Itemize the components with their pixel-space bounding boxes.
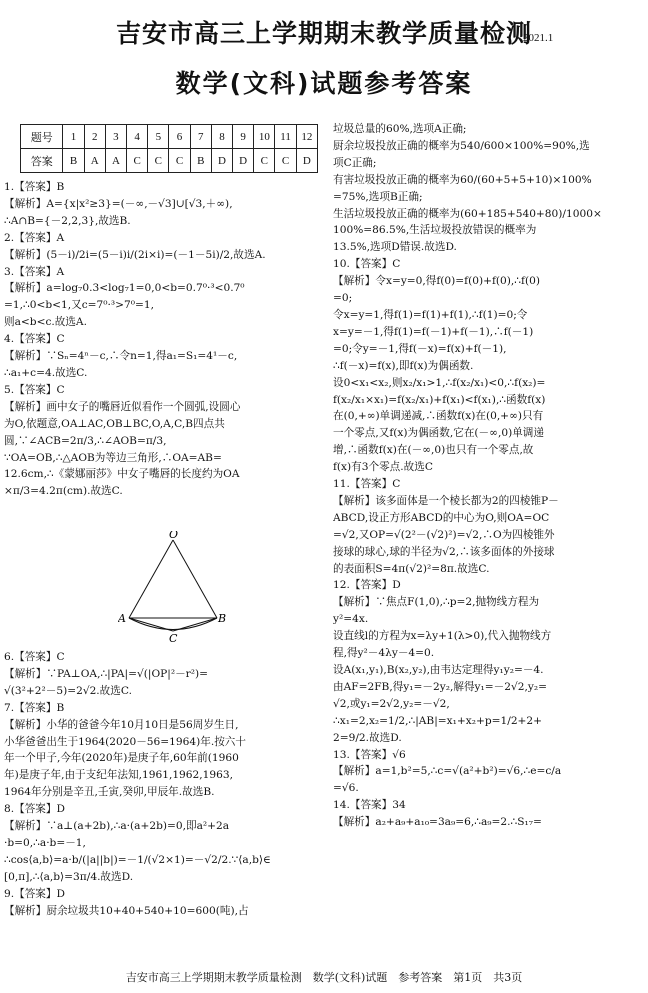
solution-line: 【解析】(5－i)/2i=(5－i)i/(2i×i)=(－1－5i)/2,故选A. — [4, 248, 266, 261]
answer-cell: B — [190, 149, 211, 173]
solution-line: ∴a₁+c=4.故选C. — [4, 366, 88, 379]
solution-line: 为O,依题意,OA⊥AC,OB⊥BC,O,A,C,B四点共 — [4, 417, 225, 430]
solution-line: =1,∴0<b<1,又c=7⁰·³>7⁰=1, — [4, 299, 154, 312]
page-subtitle: 数学(文科)试题参考答案 — [175, 69, 473, 98]
solution-line: 5.【答案】C — [4, 383, 65, 396]
solution-line: x=y=－1,得f(1)=f(－1)+f(－1),∴f(－1) — [333, 325, 534, 338]
row-label-answer: 答案 — [21, 149, 63, 173]
answer-cell: D — [211, 149, 232, 173]
row-label-number: 题号 — [21, 125, 63, 149]
solution-line: 8.【答案】D — [4, 803, 65, 816]
solution-line: ×π/3=4.2π(cm).故选C. — [4, 485, 123, 498]
solution-line: 13.5%,选项D错误.故选D. — [333, 241, 457, 254]
solution-line: 2.【答案】A — [4, 231, 65, 244]
solution-line: 的表面积S=4π(√2)²=8π.故选C. — [333, 562, 490, 575]
solution-line: 生活垃圾投放正确的概率为(60+185+540+80)/1000× — [333, 207, 602, 220]
solution-line: 【解析】a=log₇0.3<log₇1=0,0<b=0.7⁰·³<0.7⁰ — [4, 282, 245, 295]
solution-line: y²=4x. — [333, 613, 369, 626]
solution-line: 【解析】令x=y=0,得f(0)=f(0)+f(0),∴f(0) — [333, 275, 540, 288]
solution-line: 年)是庚子年,由于支纪年法知,1961,1962,1963, — [4, 769, 233, 782]
answer-cell: A — [84, 149, 105, 173]
solution-line: ∴cos⟨a,b⟩=a·b/(|a||b|)=－1/(√2×1)=－√2/2.∵⟨a,b⟩∈ — [4, 853, 271, 866]
question-number: 12 — [296, 125, 317, 149]
solution-line: ∴A∩B={－2,2,3},故选B. — [4, 214, 131, 227]
answer-table-number-row — [21, 125, 318, 149]
solution-line: 令x=y=1,得f(1)=f(1)+f(1),∴f(1)=0;令 — [333, 308, 528, 321]
solution-line: 12.【答案】D — [333, 579, 401, 592]
question-number: 4 — [127, 125, 148, 149]
solution-line: 小华爸爸出生于1964(2020－56=1964)年.按六十 — [4, 735, 246, 748]
solution-line: 圆,∵∠ACB=2π/3,∴∠AOB=π/3, — [4, 434, 167, 447]
solution-line: 1964年分别是辛丑,壬寅,癸卯,甲辰年.故选B. — [4, 786, 215, 799]
point-C-label: C — [169, 632, 178, 643]
solution-line: 【解析】∵Sₙ=4ⁿ－c,∴令n=1,得a₁=S₁=4¹－c, — [4, 350, 238, 363]
solution-line: f(x)有3个零点.故选C — [333, 461, 433, 474]
question-number: 7 — [190, 125, 211, 149]
question-number: 11 — [275, 125, 296, 149]
lips-geometry-figure — [118, 531, 228, 643]
solution-line: ·b=0,∴a·b=－1, — [4, 836, 86, 849]
solution-line: 14.【答案】34 — [333, 799, 406, 812]
question-number: 2 — [84, 125, 105, 149]
answer-table-answer-row — [21, 149, 318, 173]
solution-line: √2,或y₁=2√2,y₂=－√2, — [333, 697, 450, 710]
exam-date: 2021.1 — [523, 32, 554, 44]
answer-table — [20, 124, 318, 173]
question-number: 6 — [169, 125, 190, 149]
solution-line: 9.【答案】D — [4, 887, 65, 900]
solution-line: 13.【答案】√6 — [333, 748, 406, 761]
solution-line: 设A(x₁,y₁),B(x₂,y₂),由韦达定理得y₁y₂=－4. — [333, 664, 544, 676]
solution-line: =75%,选项B正确; — [333, 190, 423, 203]
solution-line: 1.【答案】B — [4, 181, 65, 193]
solution-line: 11.【答案】C — [333, 478, 401, 491]
answer-cell: C — [254, 149, 275, 173]
solution-line: 12.6cm,∴《蒙娜丽莎》中女子嘴唇的长度约为OA — [4, 468, 240, 481]
answer-cell: C — [169, 149, 190, 173]
solution-line: 4.【答案】C — [4, 333, 65, 346]
question-number: 10 — [254, 125, 275, 149]
solution-line: 有害垃圾投放正确的概率为60/(60+5+5+10)×100% — [333, 173, 592, 186]
left-column-solutions-continued — [4, 649, 326, 920]
solution-line: 100%=86.5%,生活垃圾投放错误的概率为 — [333, 224, 537, 237]
solution-line: [0,π],∴⟨a,b⟩=3π/4.故选D. — [4, 870, 134, 883]
solution-line: 一个零点,又f(x)为偶函数,它在(－∞,0)单调递 — [333, 427, 544, 440]
solution-line: 增,∴函数f(x)在(－∞,0)也只有一个零点,故 — [333, 444, 534, 457]
solution-line: 【解析】a=1,b²=5,∴c=√(a²+b²)=√6,∴e=c/a — [333, 765, 562, 778]
solution-line: 项C正确; — [333, 156, 377, 169]
solution-line: 设直线l的方程为x=λy+1(λ>0),代入抛物线方 — [333, 630, 552, 643]
solution-line: ABCD,设正方形ABCD的中心为O,则OA=OC — [333, 511, 550, 524]
right-column-solutions — [333, 121, 644, 831]
solution-line: 【解析】该多面体是一个棱长都为2的四棱锥P－ — [333, 494, 559, 507]
solution-line: 【解析】∵焦点F(1,0),∴p=2,抛物线方程为 — [333, 596, 540, 609]
question-number: 1 — [63, 125, 84, 149]
solution-line: 由AF=2FB,得y₁=－2y₂,解得y₁=－2√2,y₂= — [333, 680, 547, 693]
solution-line: =√6. — [333, 782, 359, 795]
solution-line: 7.【答案】B — [4, 701, 65, 714]
solution-line: √(3²+2²－5)=2√2.故选C. — [4, 684, 132, 697]
answer-cell: A — [105, 149, 126, 173]
solution-line: 则a<b<c.故选A. — [4, 316, 87, 329]
solution-line: 10.【答案】C — [333, 258, 401, 271]
lip-arc — [129, 618, 217, 630]
left-column-solutions — [4, 179, 326, 500]
solution-line: 年一个甲子,今年(2020年)是庚子年,60年前(1960 — [4, 752, 239, 765]
point-A-label: A — [118, 612, 126, 625]
solution-line: 在(0,+∞)单调递减,∴函数f(x)在(0,+∞)只有 — [333, 410, 544, 423]
solution-line: 【解析】厨余垃圾共10+40+540+10=600(吨),占 — [4, 904, 249, 917]
solution-line: 【解析】画中女子的嘴唇近似看作一个圆弧,设圆心 — [4, 400, 241, 413]
solution-line: =0; — [333, 292, 353, 305]
solution-line: 设0<x₁<x₂,则x₂/x₁>1,∴f(x₂/x₁)<0,∴f(x₂)= — [333, 376, 546, 389]
answer-cell: C — [127, 149, 148, 173]
answer-cell: C — [275, 149, 296, 173]
solution-line: 厨余垃圾投放正确的概率为540/600×100%=90%,选 — [333, 139, 590, 152]
point-B-label: B — [218, 612, 227, 625]
solution-line: 【解析】∵a⊥(a+2b),∴a·(a+2b)=0,即a²+2a — [4, 820, 230, 833]
solution-line: ∵OA=OB,∴△AOB为等边三角形,∴OA=AB= — [4, 451, 222, 464]
answer-cell: C — [148, 149, 169, 173]
solution-line: 【解析】a₂+a₉+a₁₀=3a₉=6,∴a₉=2.∴S₁₇= — [333, 816, 542, 829]
solution-line: 垃圾总量的60%,选项A正确; — [333, 123, 467, 135]
solution-line: =0;令y=－1,得f(－x)=f(x)+f(－1), — [333, 342, 507, 355]
solution-line: 程,得y²－4λy－4=0. — [333, 647, 435, 660]
solution-line: f(x₂/x₁×x₁)=f(x₂/x₁)+f(x₁)<f(x₁),∴函数f(x) — [333, 393, 546, 406]
point-O-label: O — [169, 531, 179, 541]
solution-line: 3.【答案】A — [4, 265, 65, 278]
solution-line: 【解析】A={x|x²≥3}=(－∞,－√3]∪[√3,＋∞), — [4, 197, 233, 210]
solution-line: 6.【答案】C — [4, 651, 65, 663]
segment-OB — [173, 540, 217, 618]
solution-line: ∴x₁=2,x₂=1/2,∴|AB|=x₁+x₂+p=1/2+2+ — [333, 714, 543, 727]
solution-line: ∴f(－x)=f(x),即f(x)为偶函数. — [333, 359, 474, 372]
page-title: 吉安市高三上学期期末教学质量检测 — [115, 19, 532, 48]
answer-cell: B — [63, 149, 84, 173]
page-footer: 吉安市高三上学期期末教学质量检测 数学(文科)试题 参考答案 第1页 共3页 — [125, 971, 523, 984]
question-number: 8 — [211, 125, 232, 149]
solution-line: =√2,又OP=√(2²－(√2)²)=√2,∴O为四棱锥外 — [333, 528, 555, 541]
question-number: 3 — [105, 125, 126, 149]
solution-line: 2=9/2.故选D. — [333, 731, 402, 744]
solution-line: 【解析】小华的爸爸今年10月10日是56周岁生日, — [4, 718, 239, 731]
segment-OA — [129, 540, 173, 618]
solution-line: 接球的球心,球的半径为√2,∴该多面体的外接球 — [333, 545, 555, 558]
answer-cell: D — [296, 149, 317, 173]
answer-cell: D — [233, 149, 254, 173]
question-number: 5 — [148, 125, 169, 149]
question-number: 9 — [233, 125, 254, 149]
solution-line: 【解析】∵PA⊥OA,∴|PA|=√(|OP|²－r²)= — [4, 667, 208, 680]
